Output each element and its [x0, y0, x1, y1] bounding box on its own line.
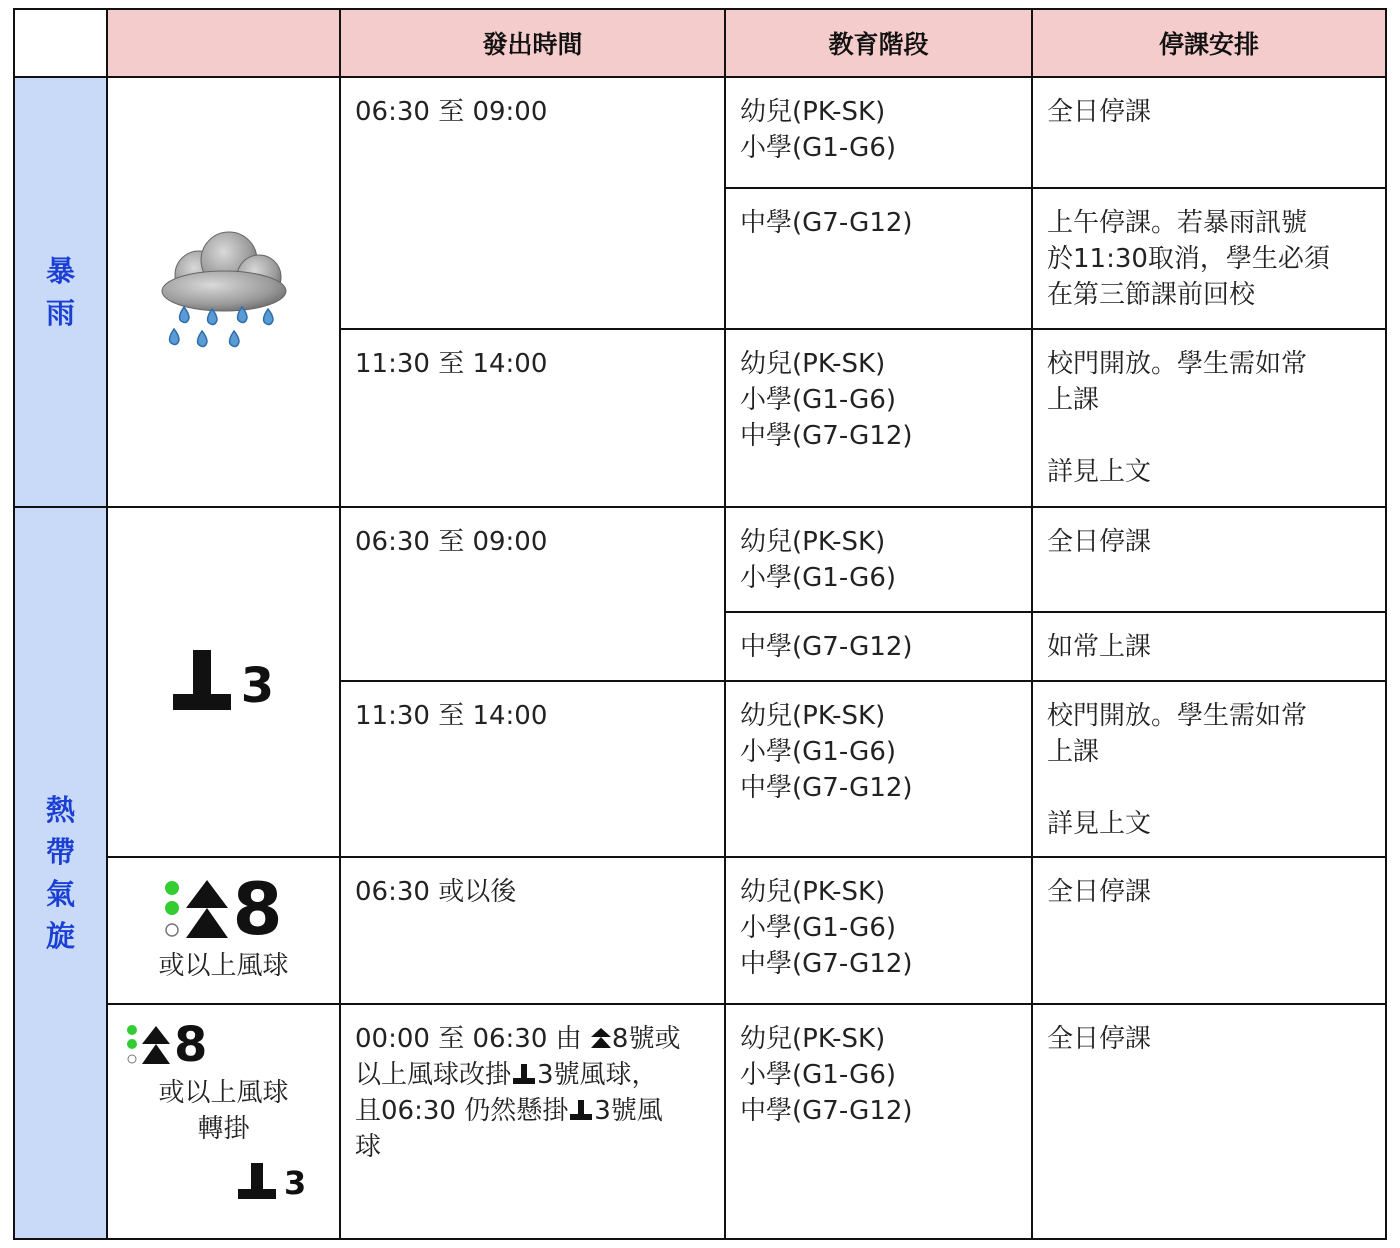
- typhoon-level-3: 幼兒(PK-SK) 小學(G1-G6) 中學(G7-G12): [725, 681, 1032, 857]
- typhoon-level-1: 幼兒(PK-SK) 小學(G1-G6): [725, 507, 1032, 612]
- typhoon-arrangement-4: 全日停課: [1032, 857, 1386, 1004]
- table-row: [14, 857, 1386, 1004]
- typhoon-signal-change-cell: [107, 1004, 340, 1239]
- typhoon-arrangement-5: 全日停課: [1032, 1004, 1386, 1239]
- typhoon-signal-3-cell: [107, 507, 340, 857]
- rainstorm-arrangement-3: 校門開放。學生需如常 上課 詳見上文: [1032, 329, 1386, 507]
- table-row: [14, 77, 1386, 188]
- typhoon-time-2: 11:30 至 14:00: [340, 681, 725, 857]
- typhoon-arrangement-3: 校門開放。學生需如常 上課 詳見上文: [1032, 681, 1386, 857]
- typhoon-arrangement-1: 全日停課: [1032, 507, 1386, 612]
- typhoon-arrangement-2: 如常上課: [1032, 612, 1386, 681]
- typhoon-signal-8-small-icon: 8: [126, 1023, 207, 1067]
- rainstorm-level-2: 中學(G7-G12): [725, 188, 1032, 329]
- rainstorm-arrangement-1: 全日停課: [1032, 77, 1386, 188]
- header-arrangement: 停課安排: [1032, 9, 1386, 77]
- header-row: [14, 9, 1386, 77]
- typhoon-time-1: 06:30 至 09:00: [340, 507, 725, 681]
- signal-3-inline-icon: [513, 1064, 535, 1084]
- header-signal: [107, 9, 340, 77]
- typhoon-signal-3-small-icon: 3: [238, 1163, 306, 1199]
- typhoon-time-3: 06:30 或以後: [340, 857, 725, 1004]
- typhoon-signal-8-icon: 8: [164, 876, 282, 942]
- signal-change-caption: 或以上風球 轉掛: [158, 1078, 289, 1144]
- rainstorm-signal-cell: [107, 77, 340, 507]
- category-rainstorm: 暴雨: [14, 77, 107, 507]
- typhoon-level-2: 中學(G7-G12): [725, 612, 1032, 681]
- table-row: [14, 1004, 1386, 1239]
- header-education-level: 教育階段: [725, 9, 1032, 77]
- typhoon-time-4: 00:00 至 06:30 由 8號或 以上風球改掛 3號風球， 且06:30 仍然懸掛 3號風 球: [340, 1004, 725, 1239]
- rain-cloud-icon: [154, 225, 294, 355]
- header-issue-time: 發出時間: [340, 9, 725, 77]
- typhoon-signal-3-icon: 3: [173, 650, 274, 710]
- typhoon-signal-8-cell: [107, 857, 340, 1004]
- header-corner: [14, 9, 107, 77]
- signal-8-inline-icon: [590, 1027, 612, 1049]
- typhoon-level-5: 幼兒(PK-SK) 小學(G1-G6) 中學(G7-G12): [725, 1004, 1032, 1239]
- signal-8-caption: 或以上風球: [158, 951, 289, 981]
- class-suspension-table: [13, 8, 1387, 1240]
- typhoon-level-4: 幼兒(PK-SK) 小學(G1-G6) 中學(G7-G12): [725, 857, 1032, 1004]
- rainstorm-level-1: 幼兒(PK-SK) 小學(G1-G6): [725, 77, 1032, 188]
- rainstorm-level-3: 幼兒(PK-SK) 小學(G1-G6) 中學(G7-G12): [725, 329, 1032, 507]
- rainstorm-time-1: 06:30 至 09:00: [340, 77, 725, 329]
- rainstorm-time-2: 11:30 至 14:00: [340, 329, 725, 507]
- rainstorm-arrangement-2: 上午停課。若暴雨訊號 於11:30取消，學生必須 在第三節課前回校: [1032, 188, 1386, 329]
- category-typhoon: 熱帶氣旋: [14, 507, 107, 1239]
- signal-3-inline-icon: [570, 1100, 592, 1120]
- table-row: [14, 507, 1386, 612]
